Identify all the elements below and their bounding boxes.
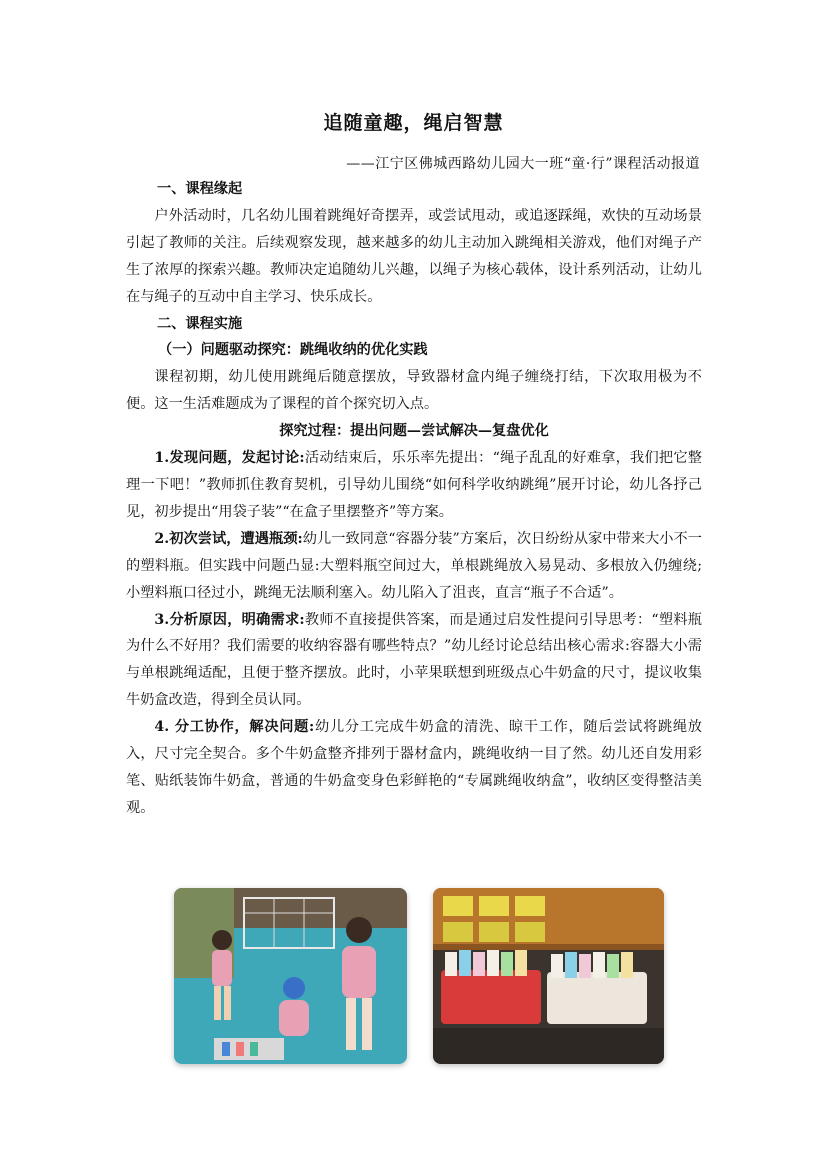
step-2-lead: 2.初次尝试，遭遇瓶颈: [154,530,303,547]
paragraph-origin: 户外活动时，几名幼儿围着跳绳好奇摆弄，或尝试甩动，或追逐踩绳，欢快的互动场景引起了教师的关注。后续观察发现，越来越多的幼儿主动加入跳绳相关游戏，他们对绳子产生了浓厚的探索兴趣。教师决定追随幼儿兴趣，以绳子为核心载体，设计系列活动，让幼儿在与绳子的互动中自主学习、快乐成长。 [126,207,702,305]
step-1-lead: 1.发现问题，发起讨论: [154,450,305,467]
step-3-lead: 3.分析原因，明确需求: [154,611,305,628]
photo-children-playground-image [174,888,407,1064]
paragraph-step-4 [126,714,702,822]
paragraph-sub1: 课程初期，幼儿使用跳绳后随意摆放，导致器材盒内绳子缠绕打结，下次取用极为不便。这一生活难题成为了课程的首个探究切入点。 [126,369,702,413]
photo-milk-box-storage-image [433,888,664,1064]
subsection-heading-1: （一）问题驱动探究：跳绳收纳的优化实践 [158,342,428,359]
document-subtitle: ——江宁区佛城西路幼儿园大一班“童·行”课程活动报道 [346,156,700,172]
step-3-text: 教师不直接提供答案，而是通过启发性提问引导思考：“塑料瓶为什么不好用？我们需要的收纳容器有哪些特点？”幼儿经讨论总结出核心需求:容器大小需与单根跳绳适配，且便于整齐摆放。此时，小苹果联想到班级点心牛奶盒的尺寸，提议收集牛奶盒改造，得到全员认同。 [126,611,702,709]
photo-milk-box-storage [433,888,664,1064]
section-heading-origin: 一、课程缘起 [157,181,243,197]
step-1-text: 活动结束后，乐乐率先提出：“绳子乱乱的好难拿，我们把它整理一下吧！”教师抓住教育契机，引导幼儿围绕“如何科学收纳跳绳”展开讨论，幼儿各抒己见，初步提出“用袋子装”“在盒子里摆整齐”等方案。 [126,450,702,520]
paragraph-step-2 [126,526,702,607]
photo-children-playground [174,888,407,1064]
paragraph-step-3 [126,607,702,715]
step-2-text: 幼儿一致同意“容器分装”方案后，次日纷纷从家中带来大小不一的塑料瓶。但实践中问题凸显:大塑料瓶空间过大，单根跳绳放入易晃动、多根放入仍缠绕;小塑料瓶口径过小，跳绳无法顺利塞入。幼儿陷入了沮丧，直言“瓶子不合适”。 [126,530,702,601]
document-title: 追随童趣，绳启智慧 [323,112,504,134]
document-body [126,176,702,822]
process-heading: 探究过程：提出问题—尝试解决—复盘优化 [279,423,549,440]
section-heading-implementation: 二、课程实施 [157,315,243,332]
paragraph-step-1 [126,445,702,526]
step-4-lead: 4. 分工协作，解决问题: [154,719,315,736]
step-4-text: 幼儿分工完成牛奶盒的清洗、晾干工作，随后尝试将跳绳放入，尺寸完全契合。多个牛奶盒整齐排列于器材盒内，跳绳收纳一目了然。幼儿还自发用彩笔、贴纸装饰牛奶盒，普通的牛奶盒变身色彩鲜艳的“专属跳绳收纳盒”，收纳区变得整洁美观。 [126,719,702,816]
